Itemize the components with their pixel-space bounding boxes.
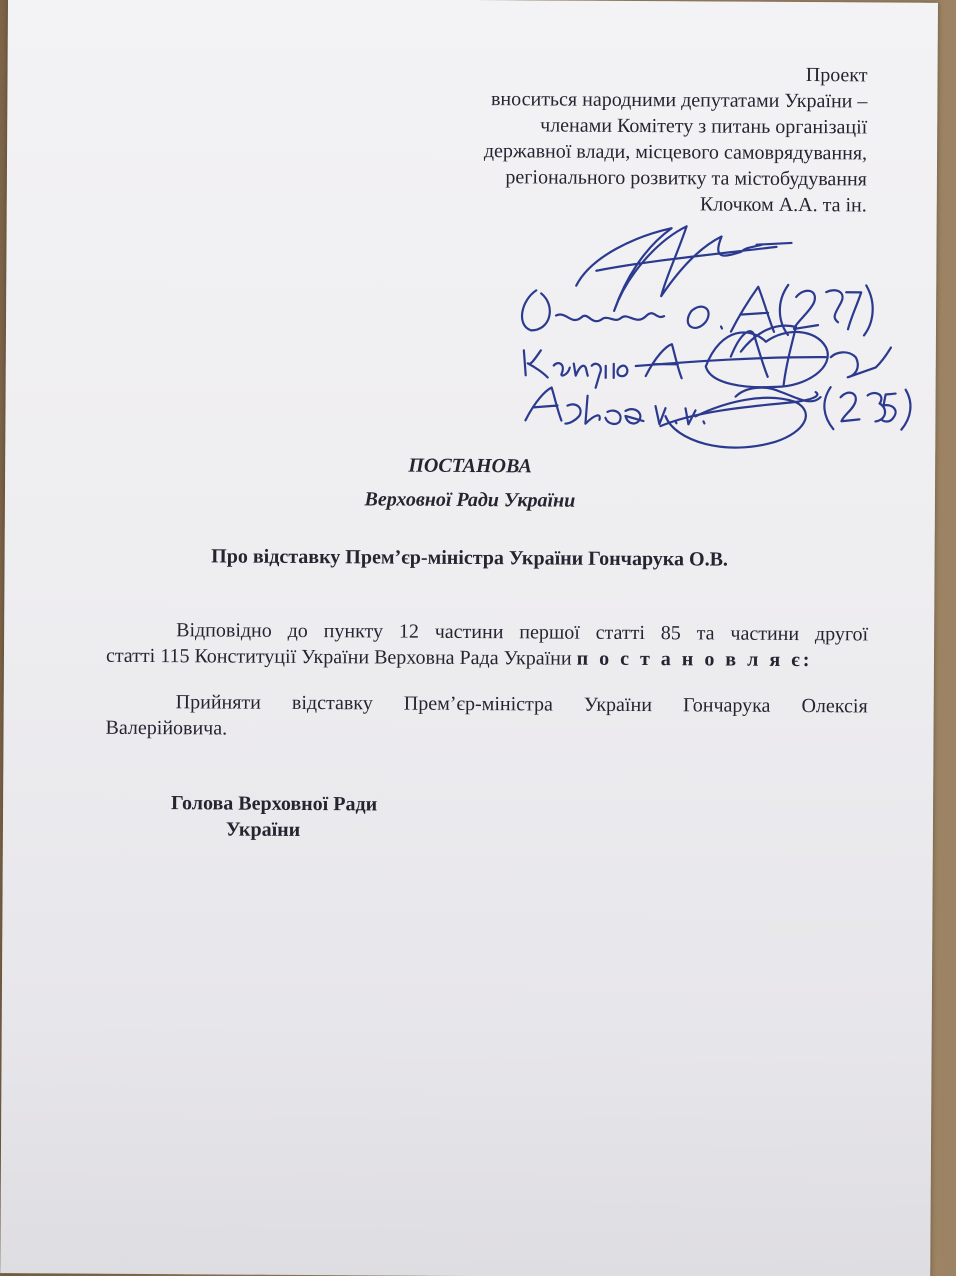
paragraph-legal-basis (106, 617, 868, 674)
chairman-title-line1: Голова Верховної Ради (171, 792, 378, 816)
chairman-signature-block (171, 790, 377, 843)
header-line-author: Клочком А.А. та ін. (699, 193, 867, 217)
paragraph-legal-basis-text: статті 115 Конституції України Верховна Рада України (105, 644, 572, 670)
document-title: ПОСТАНОВА (408, 454, 533, 478)
chairman-title-line2: України (225, 818, 301, 841)
resolves-keyword: п о с т а н о в л я є: (576, 647, 813, 672)
signature-scribble-dubinska (522, 290, 664, 331)
header-line-state-power: державної влади, місцевого самоврядування, (483, 140, 868, 165)
header-line-submitted: вноситься народними депутатами України – (490, 88, 868, 113)
paragraph-legal-basis-line2 (106, 643, 868, 674)
document-header (483, 60, 867, 218)
signature-scribble-top (576, 226, 777, 312)
signature-scribble-arabov (525, 387, 643, 424)
header-line-committee: членами Комітету з питань організації (540, 114, 868, 139)
document-subtitle: Верховної Ради України (364, 488, 576, 512)
paragraph-resolution-line2: Валерійовича. (105, 716, 228, 740)
paragraph-resolution-line1: Прийняти відставку Прем’єр-міністра України Гончарука Олексія (175, 691, 868, 718)
signature-scribble-kachura (524, 350, 628, 388)
handwritten-signatures (495, 215, 916, 458)
header-line-project: Проект (805, 64, 868, 87)
paragraph-resolution (105, 689, 867, 746)
document-subject: Про відставку Прем’єр-міністра України Гончарука О.В. (211, 545, 729, 571)
header-line-regional: регіонального розвитку та містобудування (505, 166, 867, 191)
paragraph-legal-basis-line1: Відповідно до пункту 12 частини першої статті 85 та частини другої (176, 619, 869, 646)
